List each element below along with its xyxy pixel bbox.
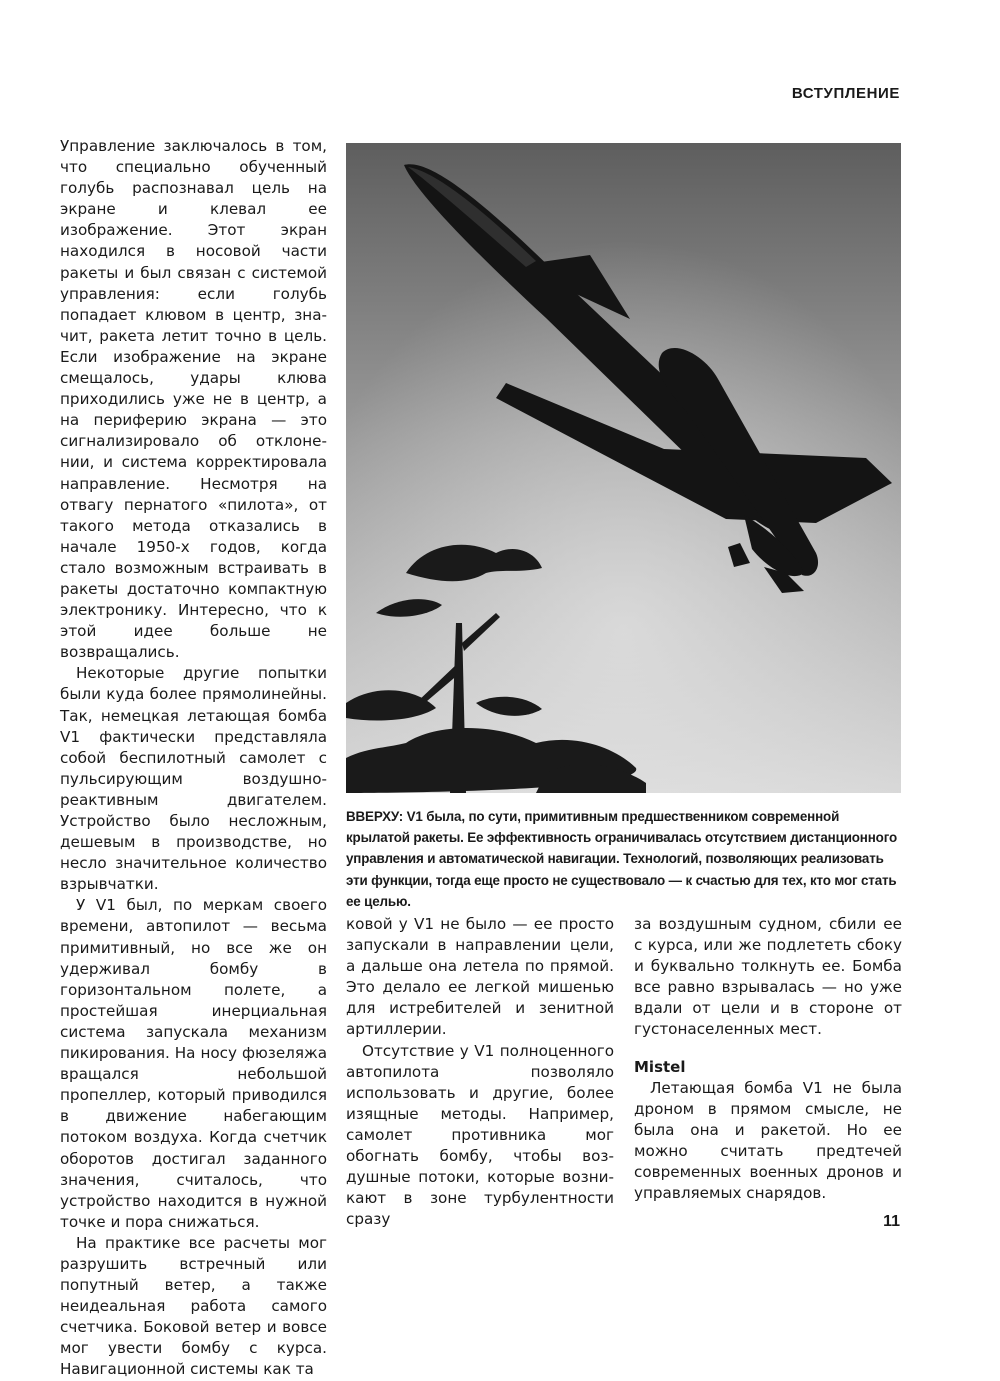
paragraph: за воздушным судном, сбили ее с курса, или же подлететь сбоку и буквально толкнуть ее. Бомба все равно взрывалась — но уже вдали от цели и в стороне от густонаселенных мест. [634,915,902,1039]
text-column-3 [634,914,902,1204]
caption-label: ВВЕРХУ: [346,809,404,824]
v1-photo [346,143,901,793]
page-number: 11 [883,1213,900,1230]
paragraph: ковой у V1 не было — ее просто запускали в направлении цели, а дальше она летела по прямой. Это делало ее легкой мишенью для истребителей и зенитной артиллерии. [346,915,614,1039]
caption-text: V1 была, по сути, примитивным предшественником современной крылатой ракеты. Ее эффективность ограничивалась отсутствием дистанционного управления и автоматической навигации. Технологий, позволяющих реализовать эти функции, тогда еще просто не существовало — к счастью для тех, кто мог стать ее целью. [346,809,897,909]
subheading-mistel: Mistel [634,1057,686,1076]
photo-caption [346,806,902,912]
v1-photo-illustration [346,143,901,793]
paragraph: Управление заключалось в том, что специально обученный голубь распознавал цель на экране и клевал ее изображение. Этот экран находился в носовой части ракеты и был связан с системой управления: если голубь попадает клювом в центр, значит, ракета летит точно в цель. Если изображение на экране смещалось, удары клюва приходились уже не в центр, а на периферию экрана — это сигнализировало об отклонении, и система корректировала направление. Несмотря на отвагу пернатого «пилота», от такого метода отказались в начале 1950-х годов, когда стало возможным встраивать в ракеты достаточно компактную электронику. Интересно, что к этой идее больше не возвращались. [60,137,327,662]
paragraph: Летающая бомба V1 не была дроном в прямом смысле, не была она и ракетой. Но ее можно считать предтечей современных военных дронов и управляемых снарядов. [634,1078,902,1203]
section-title: ВСТУПЛЕНИЕ [791,85,900,102]
paragraph: На практике все расчеты мог разрушить встречный или попутный ветер, а также неидеальная работа самого счетчика. Боковой ветер и вовсе мог увести бомбу с курса. Навигационной системы как та [60,1233,327,1379]
text-column-1 [60,136,327,1381]
paragraph: Некоторые другие попытки были куда более прямолинейны. Так, немецкая летающая бомба V1 фактически представляла собой беспилотный самолет с пульсирующим воздушно-реактивным двигателем. Устройство было несложным, дешевым в производстве, но несло значительное количество взрывчатки. [60,664,327,894]
paragraph: У V1 был, по меркам своего времени, автопилот — весьма примитивный, но все же он удерживал бомбу в горизонтальном полете, а простейшая инерциальная система запускала механизм пикирования. На носу фюзеляжа вращался небольшой пропеллер, который приводился в движение набегающим потоком воздуха. Когда счетчик оборотов достигал заданного значения, считалось, что устройство находится в нужной точке и пора снижаться. [60,896,327,1231]
paragraph: Отсутствие у V1 полноценного автопилота позволяло использовать и другие, более изящные методы. Например, самолет противника мог обогнать бомбу, чтобы воздушные потоки, которые возникают в зоне турбулентности сразу [346,1041,614,1229]
text-column-2 [346,914,614,1230]
